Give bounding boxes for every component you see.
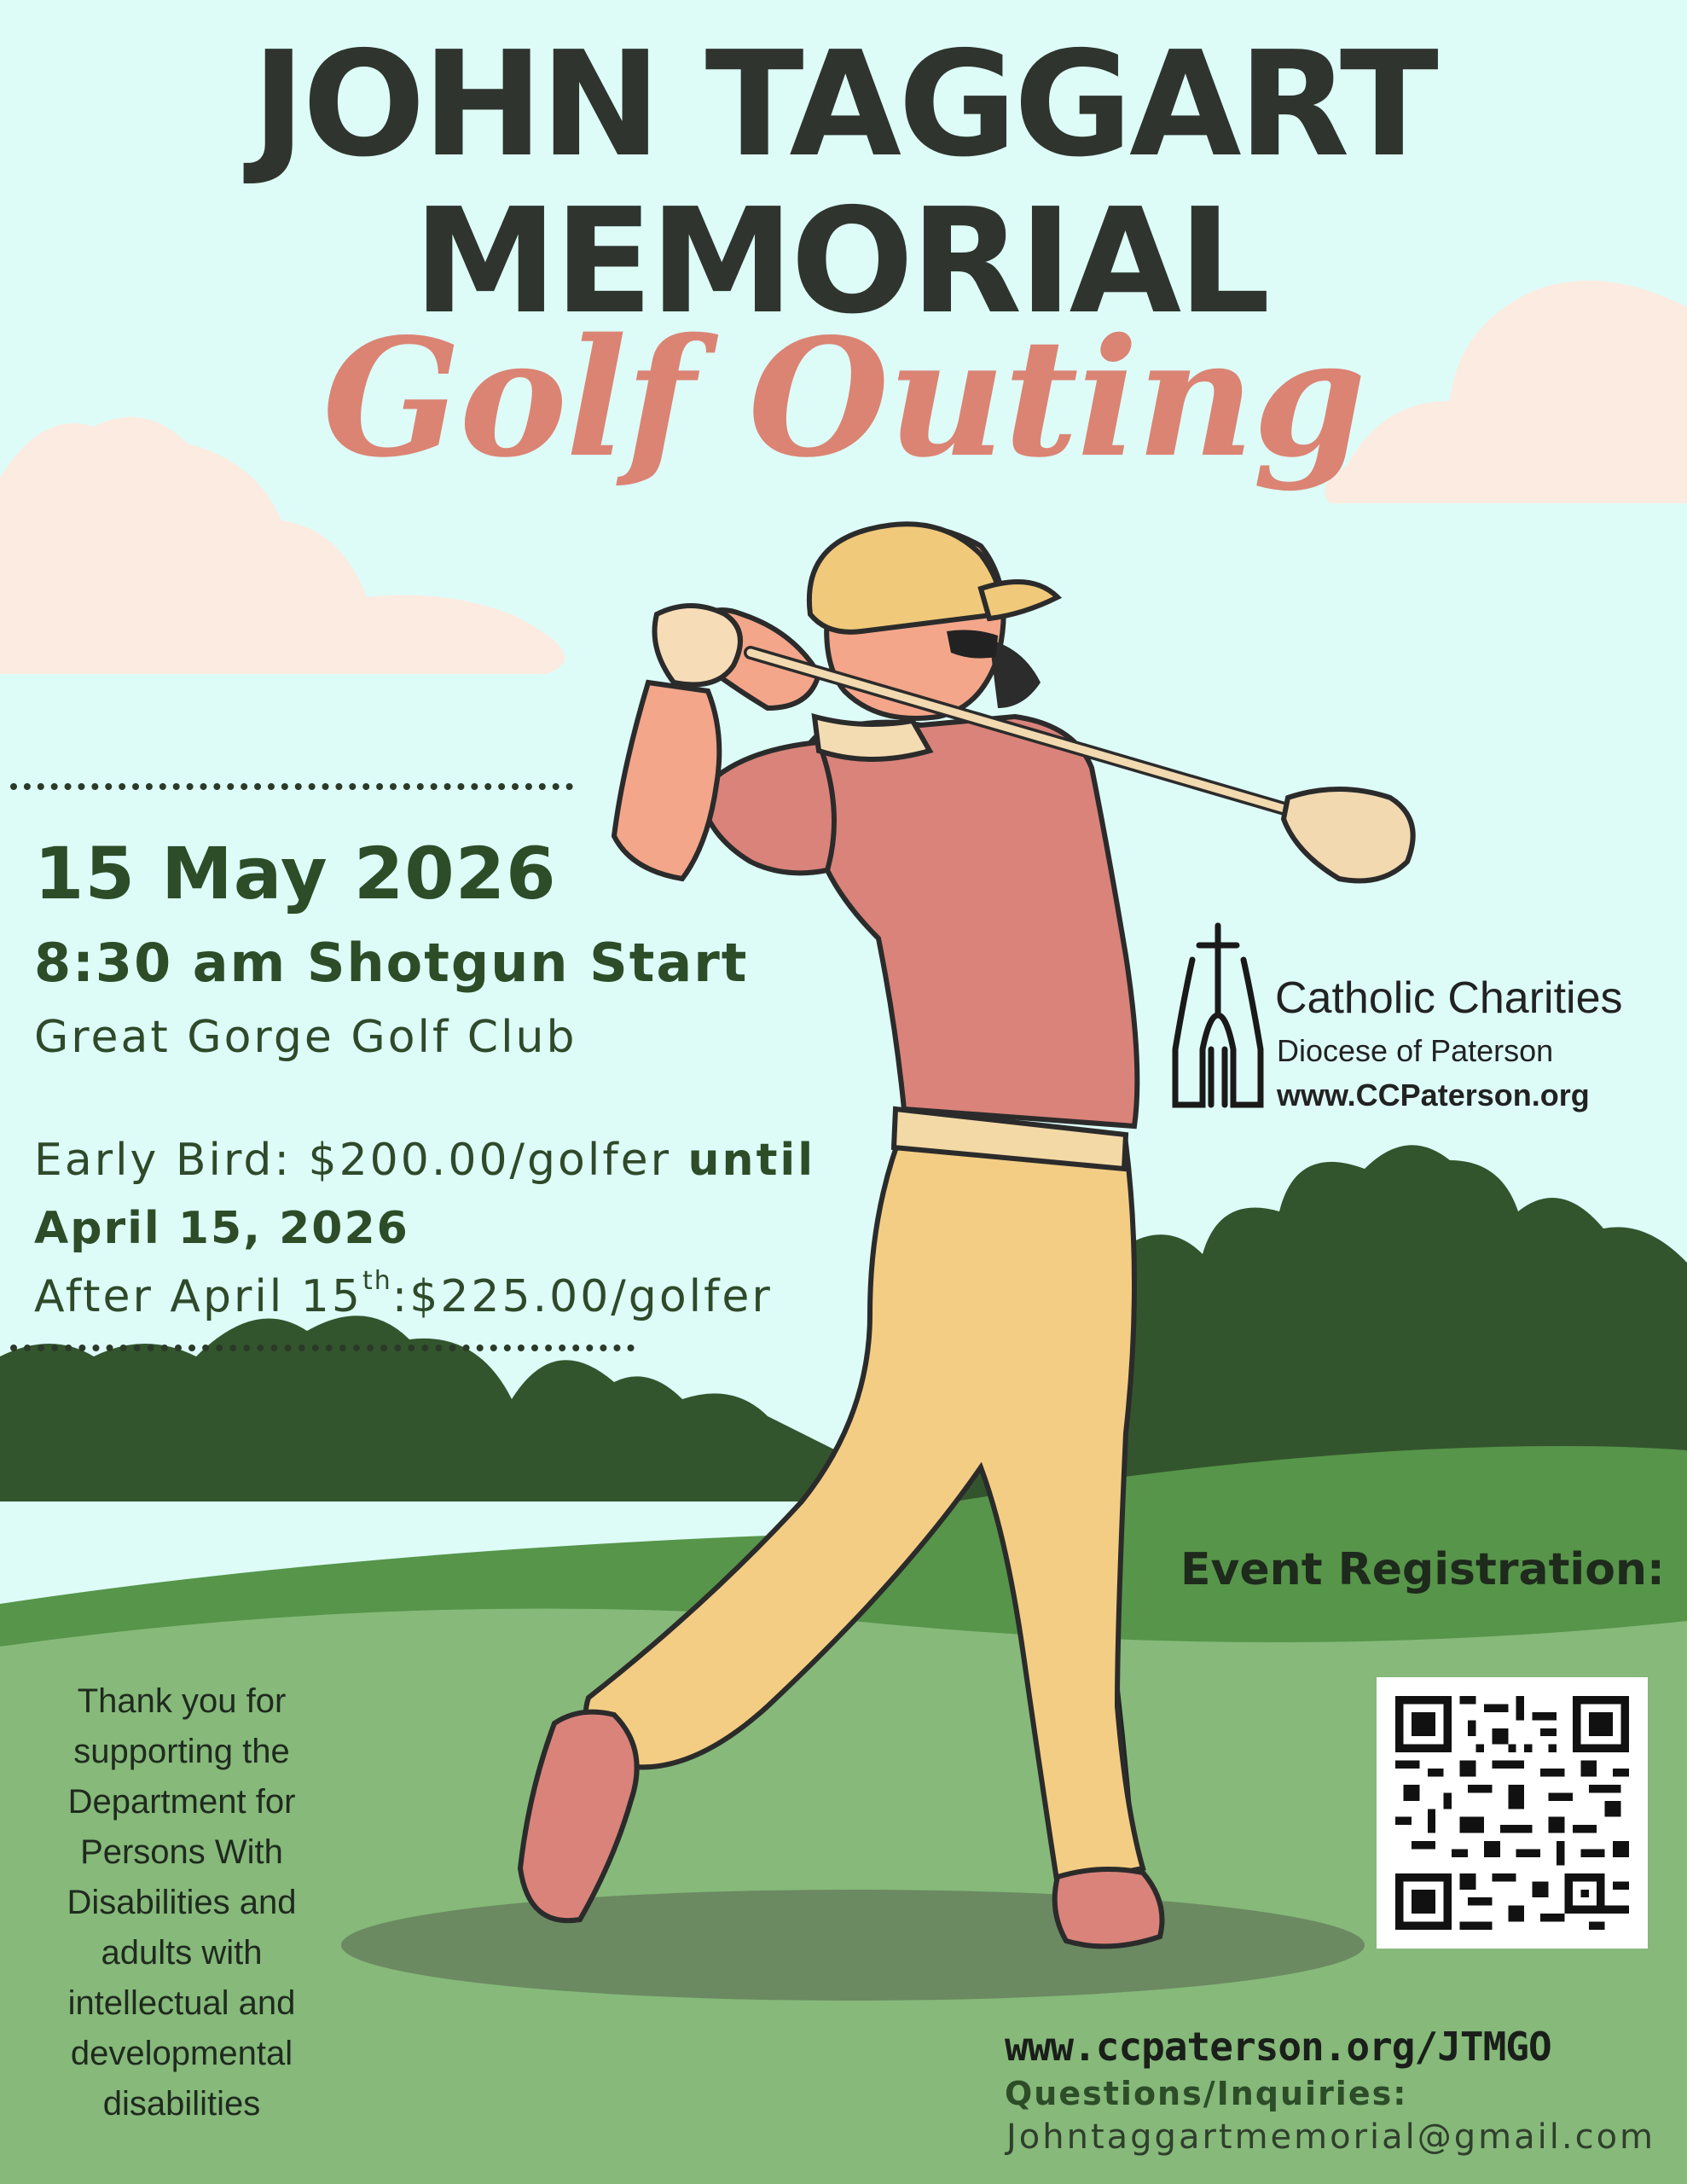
org-diocese: Diocese of Paterson: [1277, 1033, 1554, 1068]
thanks-line: developmental: [70, 2035, 293, 2072]
thanks-line: Thank you for: [77, 1682, 287, 1720]
title-line-1: JOHN TAGGART: [252, 20, 1435, 189]
org-website-link[interactable]: www.CCPaterson.org: [1277, 1077, 1590, 1112]
title-line-2: MEMORIAL: [413, 177, 1267, 346]
regular-price: [34, 1266, 773, 1322]
registration-heading: Event Registration:: [1180, 1544, 1665, 1595]
after-price: :$225.00/golfer: [391, 1271, 773, 1322]
qr-code-icon: [1395, 1696, 1629, 1930]
early-bird-text: Early Bird: $200.00/golfer: [34, 1135, 688, 1186]
dotted-divider-top: [10, 783, 573, 790]
thanks-line: Persons With: [80, 1833, 283, 1871]
golf-outing-script-title: Golf Outing: [322, 303, 1365, 493]
after-prefix: After April 15: [34, 1271, 362, 1322]
early-bird-price: [34, 1135, 815, 1186]
registration-url-link[interactable]: www.ccpaterson.org/JTMGO: [1005, 2024, 1551, 2070]
event-venue: Great Gorge Golf Club: [34, 1012, 577, 1063]
thank-you-note: [24, 1676, 339, 2129]
questions-label: Questions/Inquiries:: [1005, 2075, 1408, 2112]
catholic-charities-logo-icon: [1167, 921, 1269, 1109]
early-bird-deadline: April 15, 2026: [34, 1203, 409, 1254]
contact-email-link[interactable]: Johntaggartmemorial@gmail.com: [1006, 2117, 1656, 2157]
event-date: 15 May 2026: [34, 832, 557, 915]
thanks-line: supporting the: [73, 1733, 290, 1770]
thanks-line: Department for: [67, 1783, 296, 1821]
thanks-line: intellectual and: [67, 1984, 296, 2022]
thanks-line: Disabilities and: [67, 1884, 297, 1921]
early-bird-until: until: [687, 1135, 816, 1186]
dotted-divider-bottom: [10, 1345, 635, 1351]
thanks-line: disabilities: [102, 2085, 261, 2123]
thanks-line: adults with: [101, 1934, 263, 1972]
org-name: Catholic Charities: [1275, 973, 1623, 1023]
after-ordinal: th: [362, 1266, 392, 1296]
event-time: 8:30 am Shotgun Start: [34, 932, 749, 994]
registration-qr-code[interactable]: [1377, 1677, 1648, 1949]
